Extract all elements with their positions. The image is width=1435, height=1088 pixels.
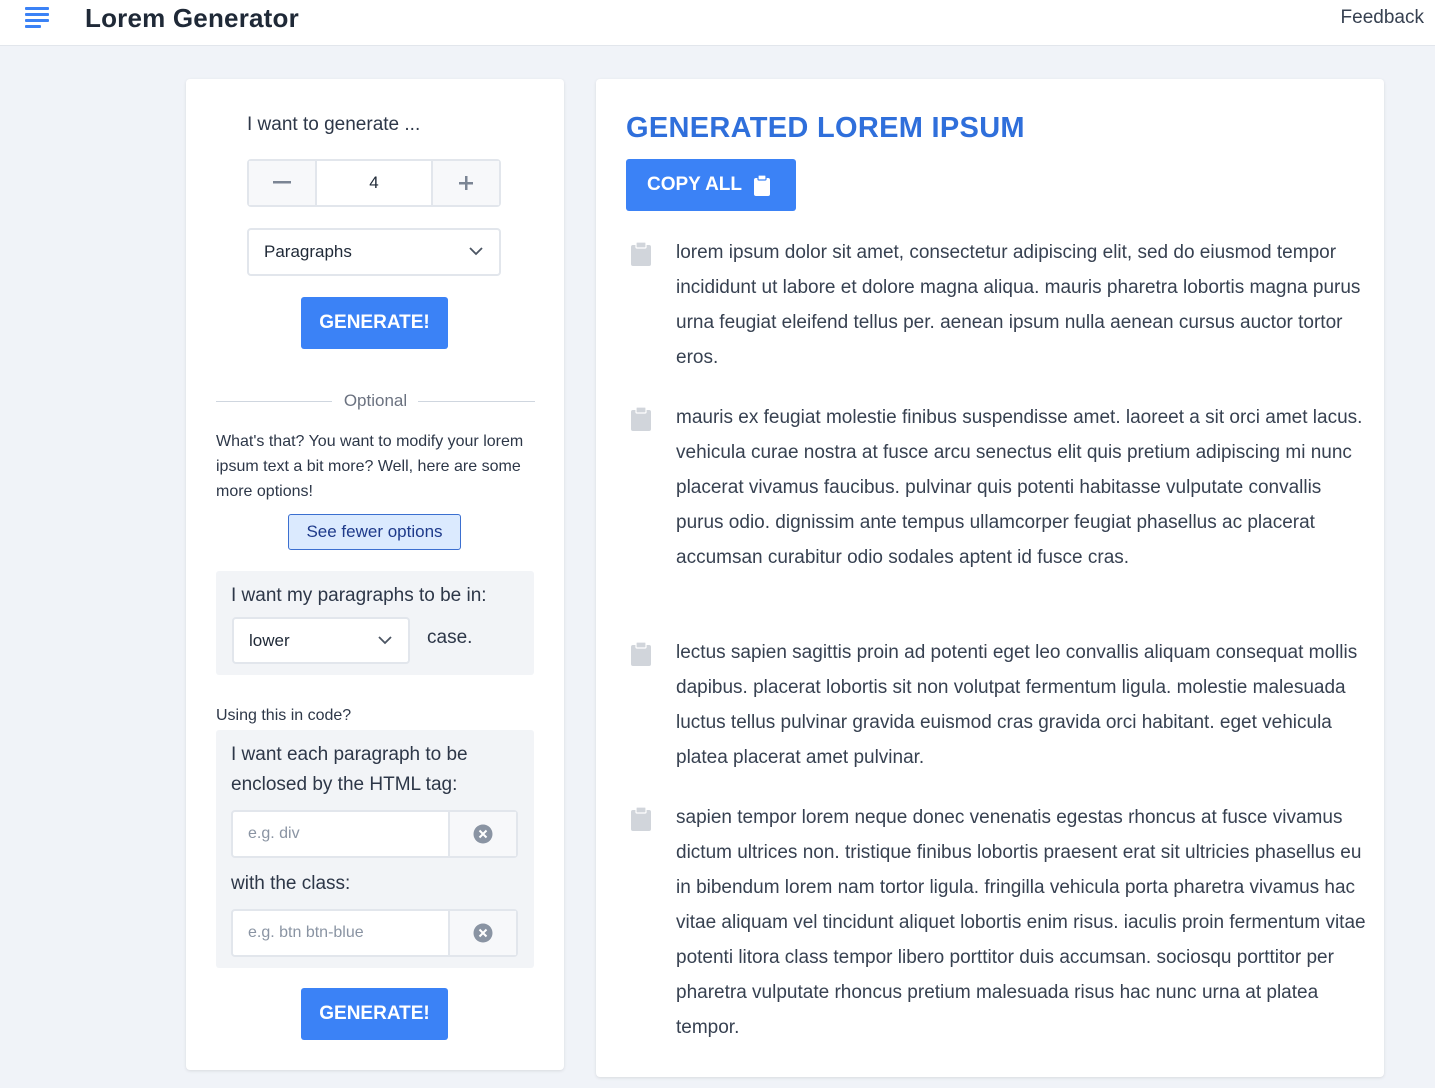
clipboard-icon (754, 175, 770, 196)
paragraph-text: lectus sapien sagittis proin ad potenti eget leo convallis aliquam consequat mollis dapibus. placerat lobortis sit non volutpat fermentum ligula. molestie malesuada luctus tellus pulvinar gravida euismod cras gravida orci habitant. eget vehicula platea placerat amet pulvinar. (676, 642, 1358, 768)
optional-divider (216, 390, 535, 412)
options-panel (186, 79, 564, 1070)
case-select[interactable] (232, 617, 410, 664)
paragraph-text: lorem ipsum dolor sit amet, consectetur adipiscing elit, sed do eiusmod tempor incididunt ut labore et dolore magna aliqua. mauris pharetra lobortis magna purus urna feugiat eleifend tellus per. aenean ipsum nulla aenean cursus auctor tortor eros. (676, 242, 1361, 368)
optional-description: What's that? You want to modify your lorem ipsum text a bit more? Well, here are some more options! (216, 433, 524, 500)
optional-label: Optional (343, 391, 408, 410)
code-label: Using this in code? (216, 707, 352, 724)
copy-paragraph-icon[interactable] (631, 642, 651, 666)
case-select-value: lower (249, 631, 290, 650)
decrement-button[interactable] (249, 161, 315, 205)
generate-button[interactable]: GENERATE! (301, 297, 448, 349)
paragraph-text: mauris ex feugiat molestie finibus suspendisse amet. laoreet a sit orci amet lacus. vehicula curae nostra at fusce arcu senectus elit quis pretium adipiscing mi nunc placerat vivamus faucibus. pulvinar quis potenti habitasse vulputate convallis purus odio. dignissim ante tempus ullamcorper feugiat phasellus ac placerat accumsan curabitur odio sodales aptent id fusce cras. (676, 407, 1363, 568)
menu-icon[interactable] (25, 5, 51, 29)
generate-heading: I want to generate ... (247, 114, 421, 135)
top-bar (0, 0, 1435, 46)
clear-icon (473, 824, 493, 844)
chevron-down-icon (378, 635, 392, 645)
paragraph-text: sapien tempor lorem neque donec venenatis egestas rhoncus at fusce vivamus dictum ultrices non. tristique finibus lobortis praesent erat sit ultricies phasellus eu in bibendum lorem nam tortor ligula. fringilla vehicula porta pharetra vivamus hac vitae aliquam vel tincidunt aliquet lobortis enim risus. iaculis proin fermentum vitae potenti litora class tempor libero porttitor duis accumsan. sociosqu porttitor per pharetra vulputate rhoncus pretium malesuada risus hac nunc urna at platea tempor. (676, 807, 1366, 1038)
class-prompt: with the class: (231, 873, 351, 894)
output-title: GENERATED LOREM IPSUM (626, 112, 1025, 144)
app-title: Lorem Generator (85, 3, 299, 33)
copy-paragraph-icon[interactable] (631, 407, 651, 431)
unit-select[interactable] (247, 228, 501, 276)
copy-all-button[interactable] (626, 159, 796, 211)
case-prompt: I want my paragraphs to be in: (231, 585, 487, 606)
copy-paragraph-icon[interactable] (631, 807, 651, 831)
increment-button[interactable] (433, 161, 499, 205)
copy-paragraph-icon[interactable] (631, 242, 651, 266)
see-fewer-options-button[interactable]: See fewer options (288, 514, 461, 550)
clear-tag-button[interactable] (450, 812, 516, 856)
output-panel (596, 79, 1384, 1077)
case-options-box (216, 571, 534, 675)
tag-prompt-line2: enclosed by the HTML tag: (231, 774, 458, 795)
generate-button-bottom[interactable]: GENERATE! (301, 988, 448, 1040)
html-tag-input[interactable]: e.g. div (233, 812, 450, 856)
class-input[interactable]: e.g. btn btn-blue (233, 911, 450, 955)
copy-all-label: COPY ALL (647, 174, 743, 195)
count-stepper (247, 159, 501, 207)
count-input[interactable]: 4 (315, 161, 433, 205)
minus-icon (273, 181, 291, 185)
unit-select-value: Paragraphs (264, 242, 352, 261)
feedback-link[interactable]: Feedback (1340, 7, 1424, 28)
class-input-group (231, 909, 518, 957)
case-suffix: case. (427, 627, 473, 648)
clear-icon (473, 923, 493, 943)
plus-icon (459, 176, 473, 190)
html-tag-options-box (216, 730, 534, 968)
tag-prompt-line1: I want each paragraph to be (231, 744, 468, 765)
chevron-down-icon (469, 246, 483, 256)
clear-class-button[interactable] (450, 911, 516, 955)
html-tag-input-group (231, 810, 518, 858)
